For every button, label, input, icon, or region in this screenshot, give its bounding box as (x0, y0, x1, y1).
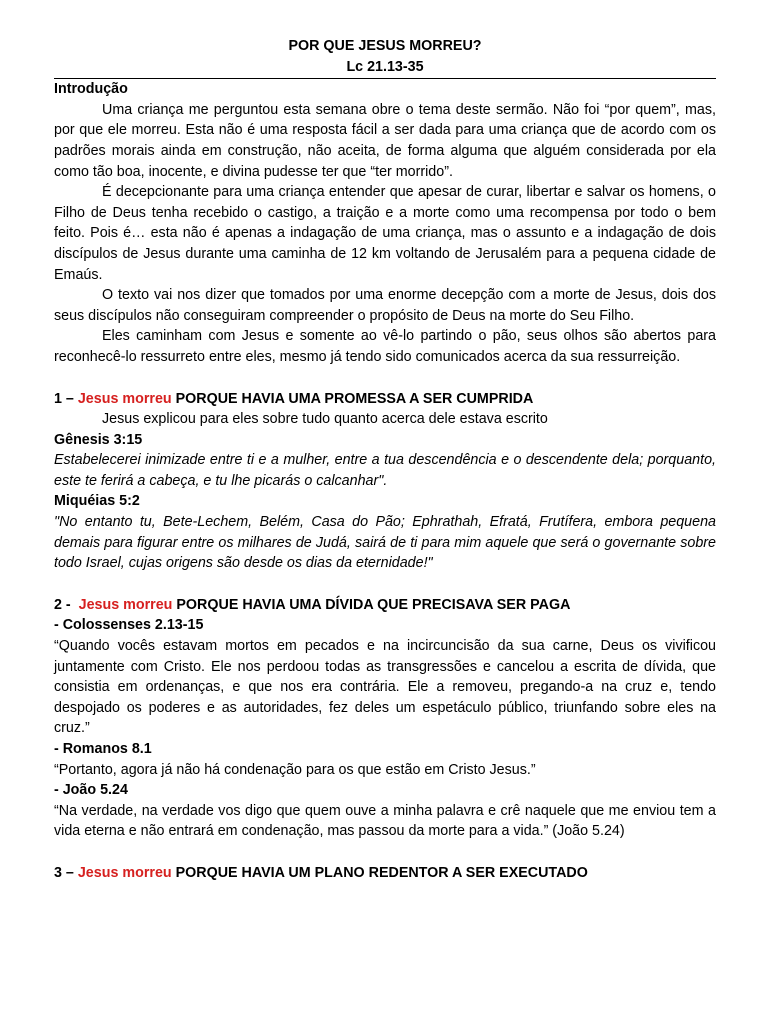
spacer (54, 574, 716, 595)
intro-heading: Introdução (54, 81, 128, 98)
intro-paragraph: Eles caminham com Jesus e somente ao vê-lo partindo o pão, seus olhos são abertos para reconhecê-lo ressurreto entre eles, mesmo já tendo sido comunicados acerca da sua ressurreição. (54, 328, 716, 365)
scripture-reference: - Romanos 8.1 (54, 741, 152, 757)
scripture-reference: - João 5.24 (54, 782, 128, 799)
scripture-quote: "No entanto tu, Bete-Lechem, Belém, Casa do Pão; Ephrathah, Efratá, Frutífera, embora pequena demais para figurar entre os milhares de Judá, sairá de ti para mim aquele que será o governante sobre todo Israel, cujas origens são desde os dias da eternidade!" (54, 514, 716, 572)
section-lead: Jesus explicou para eles sobre tudo quanto acerca dele estava escrito (102, 411, 548, 428)
section-heading-1 (54, 389, 716, 410)
section-number: 1 – (54, 390, 78, 407)
section-highlight: Jesus morreu (77, 864, 172, 881)
scripture-reference: Gênesis 3:15 (54, 431, 143, 448)
section-highlight: Jesus morreu (77, 390, 172, 407)
section-number: 3 – (54, 864, 78, 881)
scripture-quote: Estabelecerei inimizade entre ti e a mulher, entre a tua descendência e o descendente dela; porquanto, este te ferirá a cabeça, e tu lhe picarás o calcanhar". (54, 452, 716, 489)
scripture-reference: - Colossenses 2.13-15 (54, 617, 204, 634)
spacer (54, 842, 716, 863)
section-title: PORQUE HAVIA UMA DÍVIDA QUE PRECISAVA SER PAGA (172, 596, 571, 613)
section-heading-3 (54, 863, 716, 884)
intro-paragraph: É decepcionante para uma criança entender que apesar de curar, libertar e salvar os homens, o Filho de Deus tenha recebido o castigo, a traição e a morte como uma recompensa por todo o bem feito. Pois é… esta não é apenas a indagação de uma criança, mas o assunto e a indagação de dois discípulos de Jesus durante uma caminha de 12 km voltando de Jerusalém para a pequena cidade de Emaús. (54, 184, 716, 283)
section-number: 2 - (54, 596, 79, 613)
scripture-reference: Miquéias 5:2 (54, 493, 140, 510)
spacer (54, 368, 716, 389)
intro-paragraph: Uma criança me perguntou esta semana obre o tema deste sermão. Não foi “por quem”, mas, por que ele morreu. Esta não é uma resposta fácil a ser dada para uma criança que de acordo com os padrões morais ainda em construção, não aceita, de forma alguma que alguém considerada por ela como tão boa, inocente, e divina pudesse ter que “ter morrido”. (54, 101, 716, 180)
section-highlight: Jesus morreu (78, 596, 173, 613)
section-heading-2 (54, 595, 716, 616)
intro-paragraph: O texto vai nos dizer que tomados por uma enorme decepção com a morte de Jesus, dois dos seus discípulos não conseguiram compreender o propósito de Deus na morte do Seu Filho. (54, 287, 716, 324)
scripture-quote: “Quando vocês estavam mortos em pecados e na incircuncisão da sua carne, Deus os vivificou juntamente com Cristo. Ele nos perdoou todas as transgressões e cancelou a escrita de dívida, que consistia em ordenanças, e que nos era contrária. Ele a removeu, pregando-a na cruz e, tendo despojado os poderes e as autoridades, fez deles um espetáculo público, triunfando sobre eles na cruz.” (54, 638, 716, 737)
section-title: PORQUE HAVIA UM PLANO REDENTOR A SER EXECUTADO (171, 864, 588, 881)
section-title: PORQUE HAVIA UMA PROMESSA A SER CUMPRIDA (171, 390, 534, 407)
scripture-quote: “Na verdade, na verdade vos digo que quem ouve a minha palavra e crê naquele que me enviou tem a vida eterna e não entrará em condenação, mas passou da morte para a vida.” (João 5.24) (54, 802, 716, 840)
scripture-quote: “Portanto, agora já não há condenação para os que estão em Cristo Jesus.” (54, 761, 536, 778)
page-subtitle: Lc 21.13-35 (346, 58, 424, 75)
page-title: POR QUE JESUS MORREU? (288, 38, 482, 54)
